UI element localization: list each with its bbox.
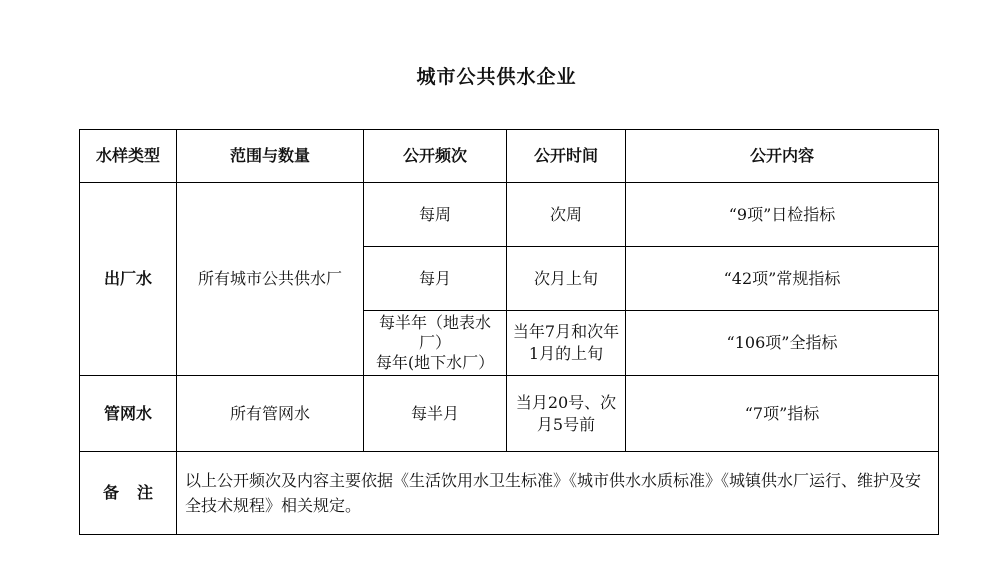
network-water-type: 管网水 xyxy=(80,376,177,452)
factory-time-semiannual: 当年7月和次年1月的上旬 xyxy=(507,311,626,376)
factory-scope: 所有城市公共供水厂 xyxy=(177,183,364,376)
network-content: “7项”指标 xyxy=(626,376,939,452)
table-row xyxy=(80,376,939,452)
header-content: 公开内容 xyxy=(626,130,939,183)
network-scope: 所有管网水 xyxy=(177,376,364,452)
note-label: 备注 xyxy=(102,483,171,502)
factory-freq-monthly: 每月 xyxy=(364,247,507,311)
header-frequency: 公开频次 xyxy=(364,130,507,183)
network-time: 当月20号、次月5号前 xyxy=(507,376,626,452)
factory-freq-semiannual xyxy=(364,311,507,376)
header-row xyxy=(80,130,939,183)
header-scope: 范围与数量 xyxy=(177,130,364,183)
header-time: 公开时间 xyxy=(507,130,626,183)
page-title: 城市公共供水企业 xyxy=(416,66,577,88)
note-text: 以上公开频次及内容主要依据《生活饮用水卫生标准》《城市供水水质标准》《城镇供水厂运行、维护及安全技术规程》相关规定。 xyxy=(177,452,939,535)
factory-water-type: 出厂水 xyxy=(80,183,177,376)
network-freq: 每半月 xyxy=(364,376,507,452)
factory-freq-weekly: 每周 xyxy=(364,183,507,247)
table-row xyxy=(80,183,939,247)
header-water-type: 水样类型 xyxy=(80,130,177,183)
water-quality-table xyxy=(79,129,939,535)
factory-content-monthly: “42项”常规指标 xyxy=(626,247,939,311)
factory-content-weekly: “9项”日检指标 xyxy=(626,183,939,247)
freq-line-surface: 每半年（地表水厂） xyxy=(378,313,491,352)
freq-line-ground: 每年(地下水厂） xyxy=(375,353,495,372)
factory-time-monthly: 次月上旬 xyxy=(507,247,626,311)
factory-content-semiannual: “106项”全指标 xyxy=(626,311,939,376)
factory-time-weekly: 次周 xyxy=(507,183,626,247)
note-label-cell xyxy=(80,452,177,535)
note-row xyxy=(80,452,939,535)
